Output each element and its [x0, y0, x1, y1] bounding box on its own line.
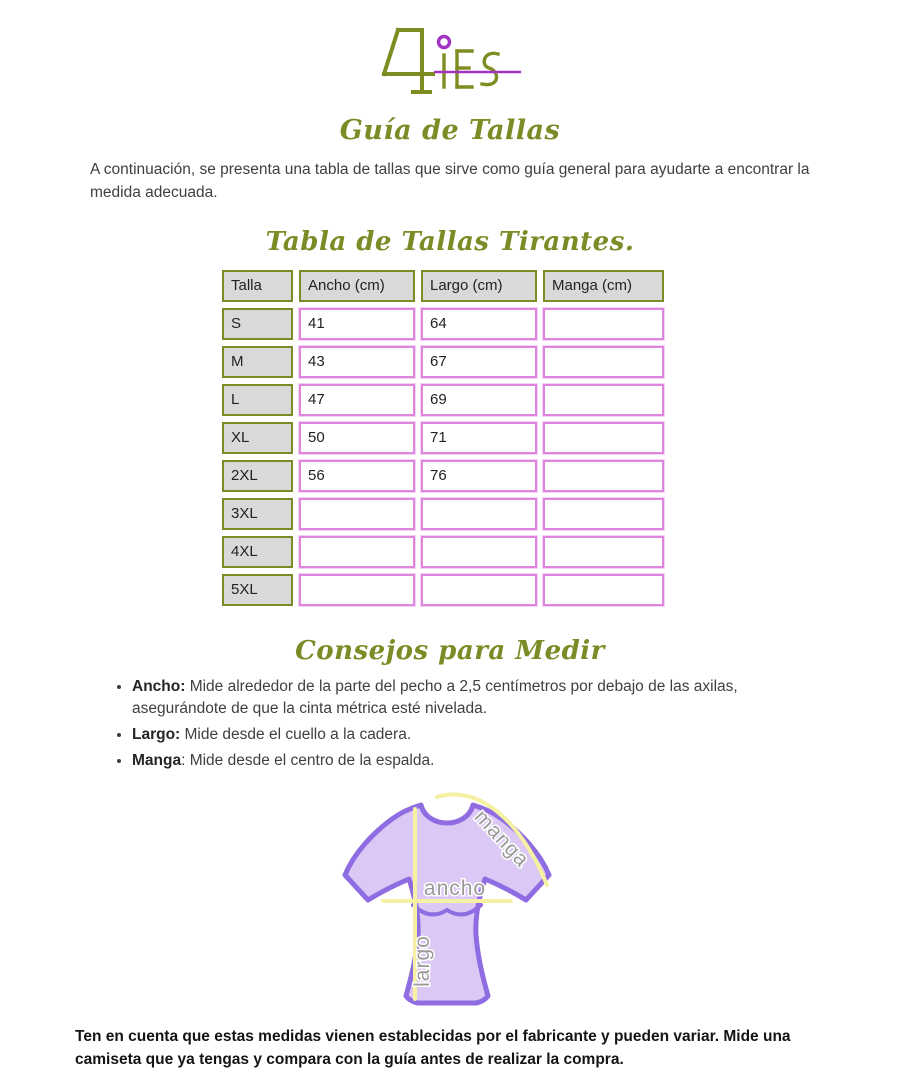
cell-4xl-manga	[543, 536, 664, 568]
cell-xl-manga	[543, 422, 664, 454]
cell-s-ancho: 41	[299, 308, 415, 340]
tshirt-icon	[319, 785, 581, 1011]
tip-manga	[132, 750, 827, 773]
size-label-4xl: 4XL	[222, 536, 293, 568]
cell-m-ancho: 43	[299, 346, 415, 378]
tips-title: Consejos para Medir	[295, 635, 605, 666]
tip-ancho-text: Mide alrededor de la parte del pecho a 2,5 centímetros por debajo de las axilas, asegurándote de que la cinta métrica esté nivelada.	[132, 677, 738, 718]
cell-3xl-largo	[421, 498, 537, 530]
measuring-tips-list	[112, 676, 827, 774]
cell-5xl-ancho	[299, 574, 415, 606]
brand-logo	[370, 22, 530, 103]
size-label-3xl: 3XL	[222, 498, 293, 530]
cell-5xl-manga	[543, 574, 664, 606]
size-label-2xl: 2XL	[222, 460, 293, 492]
cell-3xl-manga	[543, 498, 664, 530]
table-title: Tabla de Tallas Tirantes.	[265, 226, 635, 257]
size-guide-page	[0, 22, 900, 1072]
cell-4xl-largo	[421, 536, 537, 568]
size-label-5xl: 5XL	[222, 574, 293, 606]
cell-l-largo: 69	[421, 384, 537, 416]
diagram-label-largo: largo	[411, 935, 434, 988]
tip-largo-label: Largo:	[132, 726, 181, 744]
diagram-label-ancho: ancho	[423, 877, 487, 901]
column-header-talla: Talla	[222, 270, 293, 302]
cell-l-ancho: 47	[299, 384, 415, 416]
column-header-largo: Largo (cm)	[421, 270, 537, 302]
cell-xl-ancho: 50	[299, 422, 415, 454]
cell-2xl-largo: 76	[421, 460, 537, 492]
tip-ancho	[132, 676, 827, 722]
size-table	[222, 270, 658, 606]
cell-l-manga	[543, 384, 664, 416]
cell-m-manga	[543, 346, 664, 378]
cell-s-manga	[543, 308, 664, 340]
intro-text: A continuación, se presenta una tabla de tallas que sirve como guía general para ayudarte a encontrar la medida adecuada.	[90, 161, 810, 202]
column-header-ancho: Ancho (cm)	[299, 270, 415, 302]
cell-2xl-manga	[543, 460, 664, 492]
cell-s-largo: 64	[421, 308, 537, 340]
tshirt-measurement-diagram	[319, 785, 581, 1016]
size-label-m: M	[222, 346, 293, 378]
tip-manga-text: : Mide desde el centro de la espalda.	[181, 752, 435, 770]
footer-note: Ten en cuenta que estas medidas vienen establecidas por el fabricante y pueden variar. Mide una camiseta que ya tengas y compara con la guía antes de realizar la compra.	[75, 1028, 791, 1068]
size-label-xl: XL	[222, 422, 293, 454]
size-label-s: S	[222, 308, 293, 340]
diagram-label-manga: manga	[469, 805, 534, 872]
tip-manga-label: Manga	[132, 752, 182, 770]
tip-largo	[132, 724, 827, 747]
tip-ancho-label: Ancho:	[132, 677, 186, 695]
cell-m-largo: 67	[421, 346, 537, 378]
size-label-l: L	[222, 384, 293, 416]
column-header-manga: Manga (cm)	[543, 270, 664, 302]
brand-logo-icon	[375, 22, 525, 98]
cell-2xl-ancho: 56	[299, 460, 415, 492]
cell-xl-largo: 71	[421, 422, 537, 454]
tip-largo-text: Mide desde el cuello a la cadera.	[180, 726, 412, 744]
cell-4xl-ancho	[299, 536, 415, 568]
cell-3xl-ancho	[299, 498, 415, 530]
page-title: Guía de Tallas	[339, 115, 561, 146]
cell-5xl-largo	[421, 574, 537, 606]
